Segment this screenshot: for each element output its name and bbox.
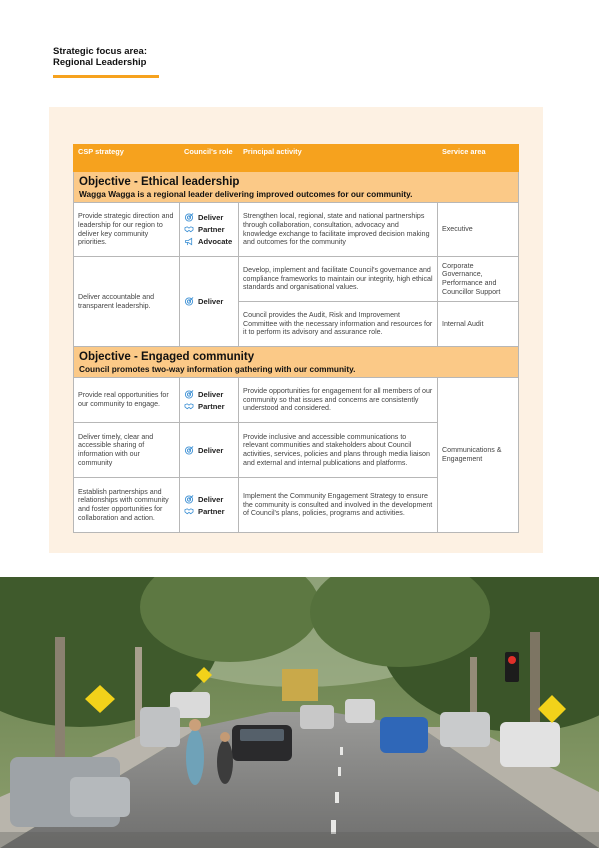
- activity-cell: Provide inclusive and accessible communications to relevant communities and stakeholders about Council activities, services, policies and plans through media liaison and external and internal publications and platforms.: [239, 423, 438, 478]
- megaphone-icon: [184, 237, 194, 246]
- handshake-icon: [184, 507, 194, 516]
- activity-cell: Implement the Community Engagement Strategy to ensure the community is consulted and involved in the development of Council's plans, policies, programs and activities.: [239, 478, 438, 533]
- role-label: Deliver: [198, 297, 224, 306]
- objective-row-ethical: [74, 172, 519, 203]
- role-cell: [180, 378, 239, 423]
- strategy-cell: Provide real opportunities for our community to engage.: [74, 378, 180, 423]
- strategy-table: [73, 144, 519, 533]
- role-deliver: [184, 389, 234, 400]
- service-cell: Executive: [438, 203, 519, 257]
- strategy-cell: Deliver accountable and transparent leadership.: [74, 257, 180, 347]
- objective-engaged-cell: [74, 347, 519, 378]
- role-label: Deliver: [198, 445, 224, 455]
- role-deliver: [184, 445, 234, 456]
- activity-cell: Provide opportunities for engagement for all members of our community so that issues and concerns are consistently understood and considered.: [239, 378, 438, 423]
- role-deliver: [184, 212, 234, 223]
- role-deliver: [184, 494, 234, 505]
- target-icon: [184, 390, 194, 399]
- header-csp-strategy: CSP strategy: [74, 145, 180, 172]
- street-photo: [0, 577, 599, 848]
- objective-ethical-cell: [74, 172, 519, 203]
- objective-row-engaged: [74, 347, 519, 378]
- header-councils-role: Council's role: [180, 145, 239, 172]
- service-cell: Communications & Engagement: [438, 378, 519, 533]
- role-cell: [180, 203, 239, 257]
- section-header-line-1: Strategic focus area:: [53, 46, 147, 57]
- service-cell: Internal Audit: [438, 302, 519, 347]
- role-label: Partner: [198, 401, 225, 411]
- service-cell: Corporate Governance, Performance and Councillor Support: [438, 257, 519, 302]
- section-header: [53, 46, 147, 68]
- role-cell: [180, 257, 239, 347]
- role-partner: [184, 224, 234, 235]
- target-icon: [184, 297, 194, 306]
- table-row: [74, 257, 519, 302]
- role-partner: [184, 401, 234, 412]
- role-cell: [180, 478, 239, 533]
- strategy-cell: Deliver timely, clear and accessible sharing of information with our community: [74, 423, 180, 478]
- activity-cell: Strengthen local, regional, state and national partnerships through collaboration, consultation, advocacy and knowledge exchange to facilitate improved decision making and outcomes for the community: [239, 203, 438, 257]
- role-label: Advocate: [198, 237, 233, 246]
- role-partner: [184, 506, 234, 517]
- handshake-icon: [184, 402, 194, 411]
- table-row: [74, 203, 519, 257]
- table-header-row: [74, 145, 519, 172]
- role-label: Deliver: [198, 494, 224, 504]
- section-header-line-2: Regional Leadership: [53, 57, 147, 68]
- role-label: Deliver: [198, 213, 224, 222]
- role-label: Partner: [198, 506, 225, 516]
- objective-engaged-subtitle: Council promotes two-way information gathering with our community.: [79, 364, 356, 374]
- role-label: Deliver: [198, 389, 224, 399]
- table-row: [74, 378, 519, 423]
- strategy-cell: Provide strategic direction and leadership for our region to deliver key community priorities.: [74, 203, 180, 257]
- activity-cell: Council provides the Audit, Risk and Improvement Committee with the necessary information and resources for it to perform its advisory and assurance role.: [239, 302, 438, 347]
- objective-ethical-subtitle: Wagga Wagga is a regional leader delivering improved outcomes for our community.: [79, 189, 413, 199]
- header-service-area: Service area: [438, 145, 519, 172]
- target-icon: [184, 213, 194, 222]
- strategy-cell: Establish partnerships and relationships with community and foster opportunities for collaboration and action.: [74, 478, 180, 533]
- target-icon: [184, 446, 194, 455]
- role-deliver: [184, 296, 234, 307]
- role-label: Partner: [198, 225, 225, 234]
- activity-cell: Develop, implement and facilitate Council's governance and compliance frameworks to maintain our integrity, high ethical standards and organisational values.: [239, 257, 438, 302]
- role-advocate: [184, 236, 234, 247]
- target-icon: [184, 495, 194, 504]
- street-scene-image: [0, 577, 599, 848]
- objective-engaged-title: Objective - Engaged community: [79, 351, 255, 363]
- header-accent-bar: [53, 75, 159, 78]
- objective-ethical-title: Objective - Ethical leadership: [79, 176, 240, 188]
- role-cell: [180, 423, 239, 478]
- handshake-icon: [184, 225, 194, 234]
- header-principal-activity: Principal activity: [239, 145, 438, 172]
